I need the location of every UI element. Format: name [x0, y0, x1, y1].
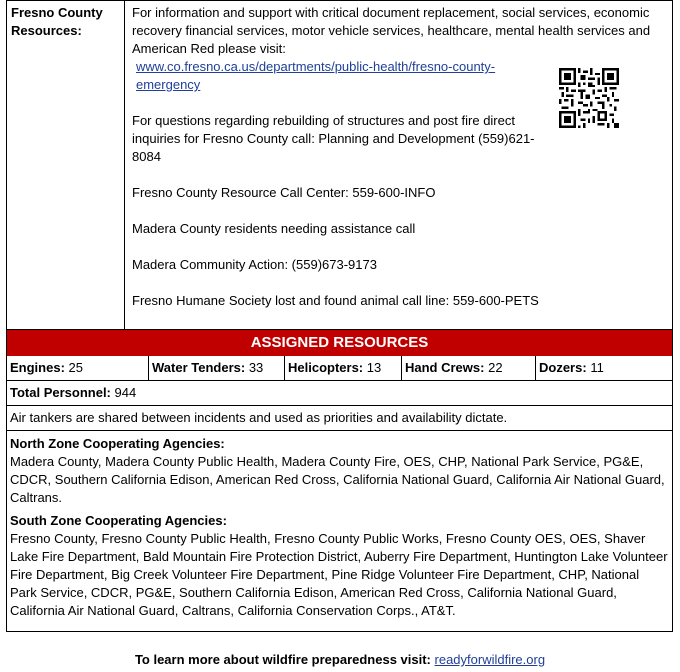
helicopters-cell: [285, 356, 402, 380]
engines-cell: [7, 356, 149, 380]
qr-code-icon[interactable]: [559, 68, 619, 128]
engines-label: Engines:: [10, 360, 65, 375]
total-personnel-value: 944: [114, 385, 137, 400]
madera-action-info: Madera Community Action: (559)673-9173: [132, 257, 377, 272]
cooperating-agencies: [7, 432, 672, 628]
water-tenders-label: Water Tenders:: [152, 360, 246, 375]
hand-crews-cell: [402, 356, 536, 380]
total-personnel-row: [7, 381, 672, 406]
water-tenders-cell: [149, 356, 285, 380]
helicopters-label: Helicopters:: [288, 360, 364, 375]
engines-value: 25: [68, 360, 83, 375]
readyforwildfire-link[interactable]: readyforwildfire.org: [434, 652, 546, 667]
helicopters-value: 13: [366, 360, 382, 375]
hand-crews-label: Hand Crews:: [405, 360, 485, 375]
resources-url-link[interactable]: www.co.fresno.ca.us/departments/public-health/fresno-county-emergency: [136, 59, 496, 92]
assigned-resources-banner: ASSIGNED RESOURCES: [7, 330, 672, 356]
humane-society-info: Fresno Humane Society lost and found animal call line: 559-600-PETS: [132, 293, 539, 308]
total-personnel-label: Total Personnel:: [10, 385, 111, 400]
rebuild-info: For questions regarding rebuilding of structures and post fire direct inquiries for Fresno County call: Planning and Development (559)621-8084: [132, 113, 535, 164]
hand-crews-value: 22: [488, 360, 503, 375]
dozers-label: Dozers:: [539, 360, 587, 375]
resources-intro: For information and support with critical document replacement, social services, economic recovery financial services, motor vehicle services, healthcare, mental health services and American Red please visit:: [132, 5, 651, 56]
dozers-value: 11: [590, 360, 604, 375]
footer: [0, 651, 680, 669]
resources-label: Fresno County Resources:: [7, 1, 125, 329]
info-table: [6, 0, 673, 632]
resource-stats-row: [7, 356, 672, 381]
south-zone-title: South Zone Cooperating Agencies:: [10, 513, 227, 528]
footer-text: To learn more about wildfire preparedness visit:: [134, 652, 431, 667]
dozers-cell: [536, 356, 672, 380]
north-zone-title: North Zone Cooperating Agencies:: [10, 436, 225, 451]
call-center-info: Fresno County Resource Call Center: 559-600-INFO: [132, 185, 436, 200]
south-zone-agencies: Fresno County, Fresno County Public Health, Fresno County Public Works, Fresno County OES, OES, Shaver Lake Fire Department, Bald Mountain Fire Protection District, Auberry Fire Department, Huntington Lake Volunteer Fire Department, Big Creek Volunteer Fire Department, Pine Ridge Volunteer Fire Department, CHP, National Park Service, CDCR, PG&E, Southern California Edison, American Red Cross, California National Guard, California Air National Guard, Caltrans, California Conservation Corps., AT&T.: [10, 531, 668, 618]
resources-body: [132, 4, 662, 310]
madera-residents-info: Madera County residents needing assistance call: [132, 221, 416, 236]
resources-row: [7, 1, 672, 330]
air-tanker-note: Air tankers are shared between incidents and used as priorities and availability dictate.: [7, 406, 672, 431]
north-zone-agencies: Madera County, Madera County Public Health, Madera County Fire, OES, CHP, National Park Service, PG&E, CDCR, Southern California Edison, American Red Cross, California National Guard, California Air National Guard, Caltrans.: [10, 454, 665, 505]
water-tenders-value: 33: [248, 360, 264, 375]
